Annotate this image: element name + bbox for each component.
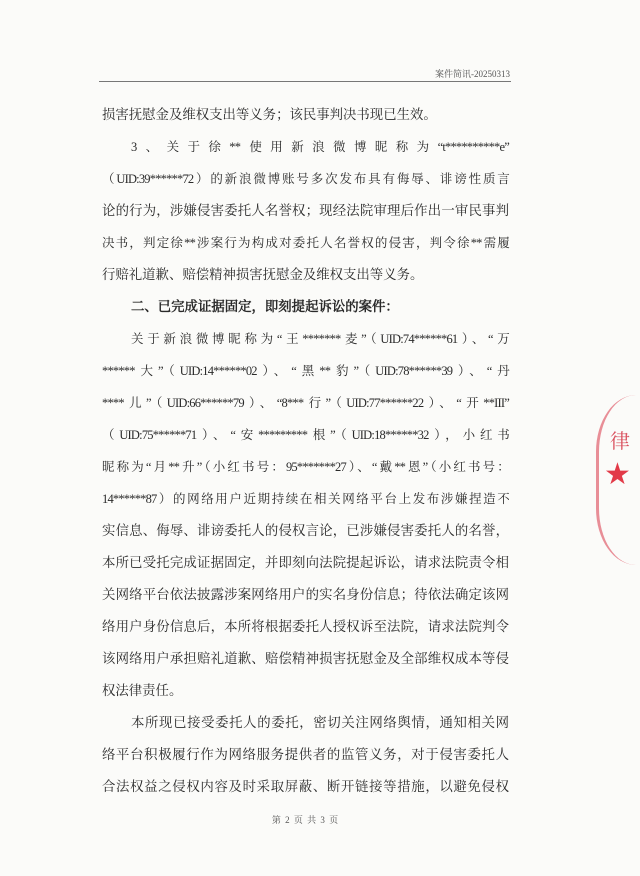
text-line: 权法律责任。: [102, 683, 183, 698]
text-line: ******大”（UID:14******02）、“黑**豹”（UID:78******39）、“丹: [102, 364, 509, 378]
seal-star-icon: ★: [604, 458, 631, 491]
text-line: 行赔礼道歉、赔偿精神损害抚慰金及维权支出等义务。: [102, 267, 424, 282]
document-header-tag: 案件简讯-20250313: [435, 69, 510, 79]
text-line: （UID:39******72）的新浪微博账号多次发布具有侮辱、诽谤性质言: [102, 172, 509, 186]
text-line: 关网络平台依法披露涉案网络用户的实名身份信息；待依法确定该网: [102, 587, 509, 602]
text-line: 实信息、侮辱、诽谤委托人的侵权言论，已涉嫌侵害委托人的名誉，: [102, 523, 509, 538]
text-line: 络用户身份信息后，本所将根据委托人授权诉至法院，请求法院判令: [102, 619, 509, 634]
header-rule: [99, 81, 511, 82]
text-line: 昵称为“月**升”（小红书号：95*******27）、“戴**恩”（小红书号：: [102, 460, 509, 474]
page-number: 第 2 页 共 3 页: [271, 815, 339, 825]
text-line: 关于新浪微博昵称为“王*******麦”（UID:74******61）、“万: [131, 332, 509, 346]
text-line: 该网络用户承担赔礼道歉、赔偿精神损害抚慰金及全部维权成本等侵: [102, 651, 509, 666]
text-line: 合法权益之侵权内容及时采取屏蔽、断开链接等措施，以避免侵权: [102, 779, 509, 794]
text-line: 决书，判定徐**涉案行为构成对委托人名誉权的侵害，判令徐**需履: [102, 236, 509, 250]
text-line: 3、关于徐**使用新浪微博昵称为“t**********e”: [131, 140, 509, 154]
text-line: 14******87）的网络用户近期持续在相关网络平台上发布涉嫌捏造不: [102, 492, 509, 506]
text-line: （UID:75******71）、“安*********根”（UID:18******32），小红书: [102, 428, 509, 442]
text-line: 损害抚慰金及维权支出等义务；该民事判决书现已生效。: [102, 107, 437, 122]
text-line: 论的行为，涉嫌侵害委托人名誉权；现经法院审理后作出一审民事判: [102, 203, 509, 218]
section-heading: 二、已完成证据固定，即刻提起诉讼的案件：: [131, 299, 399, 314]
text-line: 本所现已接受委托人的委托，密切关注网络舆情，通知相关网: [131, 715, 509, 730]
text-line: 本所已受托完成证据固定，并即刻向法院提起诉讼，请求法院责令相: [102, 555, 509, 570]
text-line: 络平台积极履行作为网络服务提供者的监管义务，对于侵害委托人: [102, 747, 509, 762]
text-line: ****儿”（UID:66******79）、“8***行”（UID:77******22）、“开**III”: [102, 396, 509, 410]
seal-character: 律: [610, 431, 630, 453]
